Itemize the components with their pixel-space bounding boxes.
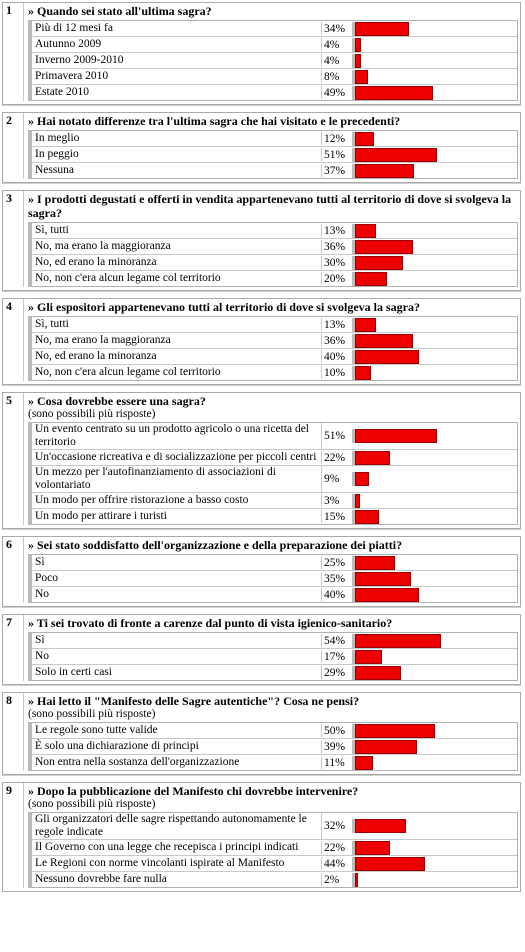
- question-title: » Dopo la pubblicazione del Manifesto chi dovrebbe intervenire?: [28, 784, 359, 798]
- answer-percent: 10%: [324, 366, 346, 379]
- answer-row: [32, 147, 517, 163]
- answer-bar: [355, 666, 401, 680]
- question-block: [2, 692, 521, 775]
- answer-row: [32, 466, 517, 493]
- answer-row: [32, 239, 517, 255]
- question-number: 4: [6, 299, 12, 313]
- question-number: 9: [6, 783, 12, 797]
- answer-bar: [355, 650, 382, 664]
- answer-label: No: [32, 588, 322, 601]
- answer-row: [32, 85, 517, 100]
- question-number: 6: [6, 537, 12, 551]
- answer-bar: [355, 841, 390, 855]
- answer-bar: [355, 724, 435, 738]
- survey-results: [2, 2, 521, 892]
- question-block: [2, 2, 521, 105]
- question-number: 8: [6, 693, 12, 707]
- answer-percent: 30%: [324, 256, 346, 269]
- answer-row: [32, 365, 517, 380]
- answer-percent: 44%: [324, 857, 346, 870]
- answer-row: [32, 587, 517, 602]
- answer-percent: 49%: [324, 86, 346, 99]
- answer-label: Poco: [32, 572, 322, 585]
- answer-row: [32, 37, 517, 53]
- answer-row: [32, 493, 517, 509]
- answer-label: Un modo per attirare i turisti: [32, 510, 322, 523]
- question-block: [2, 298, 521, 385]
- answer-bar: [355, 318, 376, 332]
- question-block: [2, 392, 521, 529]
- answer-bar: [355, 272, 387, 286]
- question-title: » Quando sei stato all'ultima sagra?: [28, 4, 212, 18]
- question-title: » Cosa dovrebbe essere una sagra?: [28, 394, 206, 408]
- answer-label: Le regole sono tutte valide: [32, 724, 322, 737]
- answer-bar: [355, 54, 361, 68]
- answer-bar: [355, 366, 371, 380]
- answer-row: [32, 131, 517, 147]
- answer-percent: 13%: [324, 224, 346, 237]
- answer-percent: 12%: [324, 132, 346, 145]
- question-separator: [2, 385, 521, 392]
- answer-row: [32, 555, 517, 571]
- answer-bar: [355, 756, 373, 770]
- answer-bar: [355, 350, 419, 364]
- answer-label: Un evento centrato su un prodotto agricolo o una ricetta del territorio: [32, 423, 322, 449]
- answer-bar: [355, 451, 390, 465]
- answer-bar: [355, 556, 395, 570]
- answer-label: Un'occasione ricreativa e di socializzazione per piccoli centri: [32, 451, 322, 464]
- answers-table: [28, 632, 518, 681]
- answer-label: Nessuno dovrebbe fare nulla: [32, 873, 322, 886]
- answer-label: In meglio: [32, 132, 322, 145]
- answer-label: No, non c'era alcun legame col territorio: [32, 272, 322, 285]
- answer-label: Sì, tutti: [32, 318, 322, 331]
- answer-label: Inverno 2009-2010: [32, 54, 322, 67]
- answer-percent: 4%: [324, 54, 340, 67]
- answer-row: [32, 633, 517, 649]
- answer-label: Il Governo con una legge che recepisca i principi indicati: [32, 841, 322, 854]
- question-number: 1: [6, 3, 12, 17]
- answer-label: Estate 2010: [32, 86, 322, 99]
- answer-label: Primavera 2010: [32, 70, 322, 83]
- answer-percent: 39%: [324, 740, 346, 753]
- answer-label: È solo una dichiarazione di principi: [32, 740, 322, 753]
- answer-row: [32, 509, 517, 524]
- question-separator: [2, 291, 521, 298]
- answer-row: [32, 333, 517, 349]
- question-separator: [2, 685, 521, 692]
- answer-bar: [355, 240, 413, 254]
- answer-label: No, ed erano la minoranza: [32, 350, 322, 363]
- answers-table: [28, 722, 518, 771]
- question-title: » I prodotti degustati e offerti in vendita appartenevano tutti al territorio di dove si svolgeva la sagra?: [28, 192, 512, 220]
- answers-table: [28, 422, 518, 525]
- answer-row: [32, 872, 517, 887]
- answer-percent: 11%: [324, 756, 345, 769]
- answer-label: Un modo per offrire ristorazione a basso costo: [32, 494, 322, 507]
- question-note: (sono possibili più risposte): [28, 798, 156, 810]
- answer-percent: 20%: [324, 272, 346, 285]
- answer-percent: 3%: [324, 494, 340, 507]
- answer-label: Nessuna: [32, 164, 322, 177]
- question-title: » Ti sei trovato di fronte a carenze dal punto di vista igienico-sanitario?: [28, 616, 393, 630]
- question-number: 7: [6, 615, 12, 629]
- answer-percent: 22%: [324, 451, 346, 464]
- answer-bar: [355, 873, 358, 887]
- answer-row: [32, 723, 517, 739]
- answer-bar: [355, 86, 433, 100]
- question-title: » Hai letto il "Manifesto delle Sagre autentiche"? Cosa ne pensi?: [28, 694, 360, 708]
- answer-label: Sì: [32, 634, 322, 647]
- answers-table: [28, 316, 518, 381]
- question-block: [2, 782, 521, 892]
- answer-percent: 9%: [324, 473, 340, 485]
- answer-percent: 29%: [324, 666, 346, 679]
- question-title: » Hai notato differenze tra l'ultima sagra che hai visitato e le precedenti?: [28, 114, 401, 128]
- question-note: (sono possibili più risposte): [28, 408, 156, 420]
- answer-bar: [355, 572, 411, 586]
- answer-label: Sì: [32, 556, 322, 569]
- answer-bar: [355, 132, 374, 146]
- answer-percent: 34%: [324, 22, 346, 35]
- question-separator: [2, 183, 521, 190]
- answer-bar: [355, 334, 413, 348]
- answer-row: [32, 665, 517, 680]
- question-separator: [2, 529, 521, 536]
- answer-bar: [355, 429, 437, 443]
- answer-row: [32, 271, 517, 286]
- answer-percent: 51%: [324, 430, 346, 442]
- answers-table: [28, 20, 518, 101]
- question-block: [2, 112, 521, 183]
- question-block: [2, 536, 521, 607]
- answer-percent: 40%: [324, 350, 346, 363]
- question-separator: [2, 105, 521, 112]
- question-title: » Sei stato soddisfatto dell'organizzazione e della preparazione dei piatti?: [28, 538, 403, 552]
- answer-row: [32, 255, 517, 271]
- question-number: 3: [6, 191, 12, 205]
- answer-row: [32, 223, 517, 239]
- answer-percent: 25%: [324, 556, 346, 569]
- answer-row: [32, 856, 517, 872]
- answer-percent: 51%: [324, 148, 346, 161]
- answer-label: Autunno 2009: [32, 38, 322, 51]
- answer-row: [32, 69, 517, 85]
- answer-bar: [355, 224, 376, 238]
- answers-table: [28, 812, 518, 888]
- answer-percent: 8%: [324, 70, 340, 83]
- answer-bar: [355, 70, 368, 84]
- answer-row: [32, 739, 517, 755]
- answer-percent: 32%: [324, 820, 346, 832]
- answer-bar: [355, 22, 409, 36]
- answer-row: [32, 317, 517, 333]
- answer-row: [32, 349, 517, 365]
- answer-label: No: [32, 650, 322, 663]
- answers-table: [28, 130, 518, 179]
- answer-label: No, ma erano la maggioranza: [32, 334, 322, 347]
- question-number: 5: [6, 393, 12, 407]
- answer-label: Solo in certi casi: [32, 666, 322, 679]
- answer-percent: 54%: [324, 634, 346, 647]
- answer-label: Gli organizzatori delle sagre rispettando autonomamente le regole indicate: [32, 813, 322, 839]
- answer-percent: 40%: [324, 588, 346, 601]
- answer-label: Sì, tutti: [32, 224, 322, 237]
- answer-label: No, ed erano la minoranza: [32, 256, 322, 269]
- answer-percent: 36%: [324, 334, 346, 347]
- answer-percent: 13%: [324, 318, 346, 331]
- answer-row: [32, 840, 517, 856]
- answer-label: Le Regioni con norme vincolanti ispirate al Manifesto: [32, 857, 322, 870]
- answer-row: [32, 423, 517, 450]
- answer-bar: [355, 510, 379, 524]
- answer-bar: [355, 256, 403, 270]
- answer-row: [32, 755, 517, 770]
- answer-bar: [355, 148, 437, 162]
- answer-bar: [355, 472, 369, 486]
- answer-percent: 50%: [324, 724, 346, 737]
- question-separator: [2, 607, 521, 614]
- answer-bar: [355, 857, 425, 871]
- answer-bar: [355, 740, 417, 754]
- answer-label: In peggio: [32, 148, 322, 161]
- answer-row: [32, 813, 517, 840]
- answer-bar: [355, 38, 361, 52]
- answer-bar: [355, 588, 419, 602]
- question-note: (sono possibili più risposte): [28, 708, 156, 720]
- answer-percent: 4%: [324, 38, 340, 51]
- question-title: » Gli espositori appartenevano tutti al territorio di dove si svolgeva la sagra?: [28, 300, 420, 314]
- answer-row: [32, 649, 517, 665]
- answer-row: [32, 450, 517, 466]
- question-block: [2, 190, 521, 291]
- answer-percent: 2%: [324, 873, 340, 886]
- answer-bar: [355, 634, 441, 648]
- answer-label: No, ma erano la maggioranza: [32, 240, 322, 253]
- answer-bar: [355, 164, 414, 178]
- answer-percent: 37%: [324, 164, 346, 177]
- answer-row: [32, 163, 517, 178]
- question-number: 2: [6, 113, 12, 127]
- answers-table: [28, 554, 518, 603]
- answer-percent: 36%: [324, 240, 346, 253]
- answer-label: Più di 12 mesi fa: [32, 22, 322, 35]
- question-separator: [2, 775, 521, 782]
- answers-table: [28, 222, 518, 287]
- answer-percent: 17%: [324, 650, 346, 663]
- answer-percent: 22%: [324, 841, 346, 854]
- answer-label: Un mezzo per l'autofinanziamento di associazioni di volontariato: [32, 466, 322, 492]
- answer-label: No, non c'era alcun legame col territorio: [32, 366, 322, 379]
- answer-label: Non entra nella sostanza dell'organizzazione: [32, 756, 322, 769]
- answer-bar: [355, 819, 406, 833]
- answer-percent: 35%: [324, 572, 346, 585]
- answer-row: [32, 53, 517, 69]
- question-block: [2, 614, 521, 685]
- answer-bar: [355, 494, 360, 508]
- answer-row: [32, 571, 517, 587]
- answer-percent: 15%: [324, 510, 346, 523]
- answer-row: [32, 21, 517, 37]
